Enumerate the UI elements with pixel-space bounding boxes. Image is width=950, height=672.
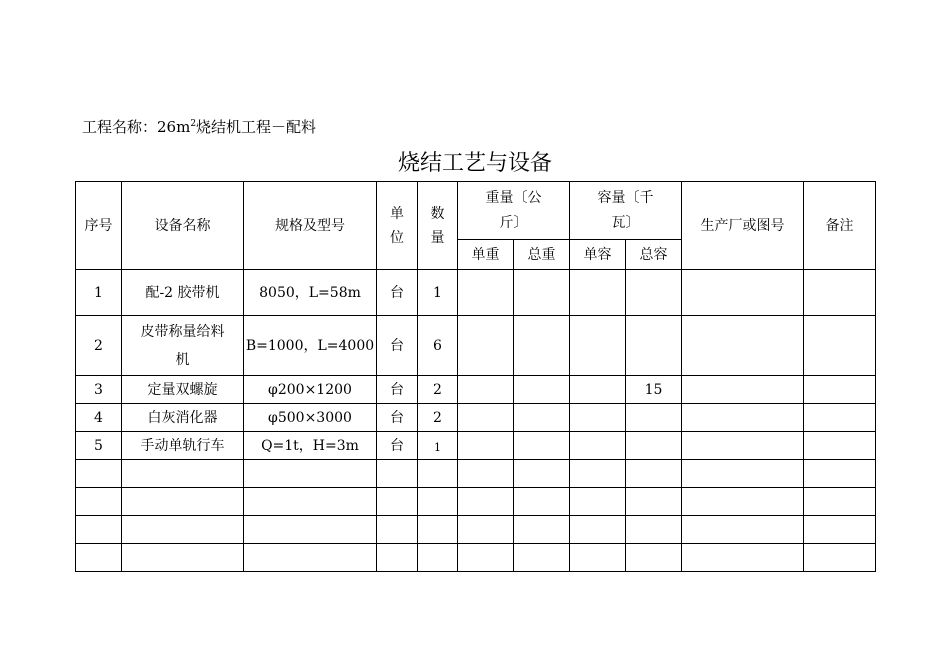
cell-seq: 5: [76, 432, 122, 460]
cell-name: 白灰消化器: [122, 404, 244, 432]
cell-unit-capacity: [570, 376, 626, 404]
header-qty: [418, 182, 458, 270]
cell-maker: [682, 432, 804, 460]
cell-unit-capacity: [570, 316, 626, 376]
header-spec: 规格及型号: [244, 182, 377, 270]
cell-unit-capacity: [570, 270, 626, 316]
cell-name-text: 皮带称量给料机: [140, 323, 225, 368]
cell-unit: 台: [377, 404, 418, 432]
empty-table-row: [76, 516, 876, 544]
cell-total-capacity: [626, 404, 682, 432]
cell-remark: [804, 432, 876, 460]
cell-unit: 台: [377, 316, 418, 376]
cell-qty: 1: [418, 270, 458, 316]
header-unit-weight: 单重: [458, 240, 514, 270]
table-row: [76, 432, 876, 460]
cell-qty: 1: [418, 432, 458, 460]
header-maker: 生产厂或图号: [682, 182, 804, 270]
header-qty-text: 数量: [430, 205, 445, 246]
cell-maker: [682, 404, 804, 432]
header-capacity-text: 容量〔千瓦〕: [597, 189, 654, 231]
cell-total-capacity: [626, 432, 682, 460]
header-weight-text: 重量〔公斤〕: [485, 189, 542, 231]
table-row: [76, 316, 876, 376]
cell-remark: [804, 376, 876, 404]
cell-qty: 2: [418, 404, 458, 432]
empty-table-row: [76, 544, 876, 572]
cell-name: 手动单轨行车: [122, 432, 244, 460]
cell-unit: 台: [377, 432, 418, 460]
cell-spec: φ200×1200: [244, 376, 377, 404]
project-name-suffix: 烧结机工程－配料: [196, 118, 317, 136]
cell-spec: φ500×3000: [244, 404, 377, 432]
header-remark: 备注: [804, 182, 876, 270]
cell-unit: 台: [377, 376, 418, 404]
document-title: 烧结工艺与设备: [397, 151, 552, 176]
table-row: [76, 270, 876, 316]
header-unit: [377, 182, 418, 270]
cell-total-capacity: [626, 316, 682, 376]
cell-seq: 2: [76, 316, 122, 376]
header-total-capacity: 总容: [626, 240, 682, 270]
cell-total-capacity: [626, 270, 682, 316]
cell-spec: Q=1t，H=3m: [244, 432, 377, 460]
header-total-weight: 总重: [514, 240, 570, 270]
project-name-line: [82, 116, 316, 137]
project-name-prefix: 工程名称：26m: [82, 118, 191, 136]
header-weight: [458, 182, 570, 240]
cell-unit: 台: [377, 270, 418, 316]
cell-total-weight: [514, 432, 570, 460]
header-seq: 序号: [76, 182, 122, 270]
cell-total-weight: [514, 316, 570, 376]
cell-name: 定量双螺旋: [122, 376, 244, 404]
cell-unit-capacity: [570, 404, 626, 432]
equipment-table: [75, 181, 876, 572]
cell-unit-weight: [458, 432, 514, 460]
cell-seq: 3: [76, 376, 122, 404]
cell-total-weight: [514, 376, 570, 404]
cell-total-capacity: 15: [626, 376, 682, 404]
cell-remark: [804, 270, 876, 316]
cell-name: 配-2 胶带机: [122, 270, 244, 316]
cell-qty: 2: [418, 376, 458, 404]
table-row: [76, 404, 876, 432]
header-name: 设备名称: [122, 182, 244, 270]
cell-maker: [682, 376, 804, 404]
cell-total-weight: [514, 270, 570, 316]
cell-remark: [804, 316, 876, 376]
cell-unit-weight: [458, 270, 514, 316]
cell-unit-weight: [458, 404, 514, 432]
empty-table-row: [76, 488, 876, 516]
cell-maker: [682, 316, 804, 376]
cell-spec: 8050，L=58m: [244, 270, 377, 316]
header-capacity: [570, 182, 682, 240]
cell-name: [122, 316, 244, 376]
cell-unit-weight: [458, 376, 514, 404]
header-unit-text: 单位: [390, 205, 404, 246]
cell-remark: [804, 404, 876, 432]
cell-total-weight: [514, 404, 570, 432]
cell-qty: 6: [418, 316, 458, 376]
cell-seq: 1: [76, 270, 122, 316]
table-header-row: [76, 182, 876, 240]
project-name-superscript: 2: [190, 119, 197, 129]
table-row: [76, 376, 876, 404]
header-unit-capacity: 单容: [570, 240, 626, 270]
cell-seq: 4: [76, 404, 122, 432]
cell-spec: B=1000，L=4000: [244, 316, 377, 376]
empty-table-row: [76, 460, 876, 488]
cell-maker: [682, 270, 804, 316]
cell-unit-weight: [458, 316, 514, 376]
cell-unit-capacity: [570, 432, 626, 460]
